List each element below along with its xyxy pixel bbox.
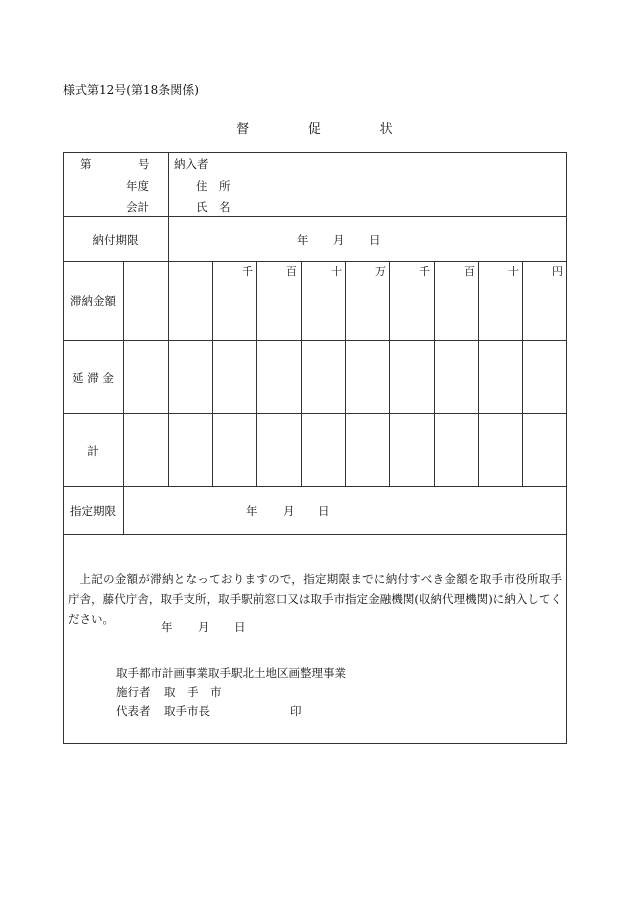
deadline-label: 指定期限	[70, 504, 116, 518]
col-divider-digit-8	[522, 261, 523, 486]
col-divider-amount-1	[168, 261, 169, 486]
deadline-month: 月	[283, 504, 295, 518]
document-title	[0, 118, 630, 137]
row-divider-total	[63, 486, 567, 487]
notice-year: 年	[161, 620, 173, 634]
payer-label: 納入者	[174, 157, 209, 171]
digit-unit-4: 万	[375, 265, 386, 278]
title-char-1: 督	[236, 122, 251, 137]
title-char-3: 状	[379, 122, 394, 137]
col-divider-label	[123, 261, 124, 534]
deadline-year: 年	[246, 504, 258, 518]
header-kaikei: 会計	[126, 200, 149, 214]
representative-label: 代表者	[116, 704, 151, 718]
row-divider-due	[63, 261, 567, 262]
arrears-amount-label: 滞納金額	[70, 294, 116, 308]
col-divider-digit-6	[434, 261, 435, 486]
digit-unit-5: 千	[419, 265, 430, 278]
representative-name: 取手市長	[164, 704, 210, 718]
col-divider-digit-3	[301, 261, 302, 486]
address-label: 住 所	[196, 179, 231, 193]
form-number: 様式第12号(第18条関係)	[63, 83, 199, 97]
row-divider-late-fee	[63, 413, 567, 414]
due-month: 月	[333, 233, 345, 247]
col-divider-header	[168, 152, 169, 261]
title-char-2: 促	[307, 122, 323, 137]
digit-unit-7: 十	[508, 265, 519, 278]
header-nendo: 年度	[126, 179, 149, 193]
col-divider-digit-7	[478, 261, 479, 486]
executor-name: 取 手 市	[164, 685, 222, 699]
header-dai: 第	[80, 157, 92, 171]
col-divider-digit-2	[256, 261, 257, 486]
notice-day: 日	[234, 620, 246, 634]
row-divider-amount	[63, 340, 567, 341]
issuer-project: 取手都市計画事業取手駅北土地区画整理事業	[116, 666, 346, 680]
notice-text	[68, 569, 562, 629]
notice-month: 月	[198, 620, 210, 634]
name-label: 氏 名	[196, 200, 231, 214]
row-divider-deadline	[63, 534, 567, 535]
col-divider-digit-4	[345, 261, 346, 486]
digit-unit-2: 百	[286, 265, 297, 278]
late-fee-label: 延 滞 金	[72, 371, 114, 385]
col-divider-digit-5	[389, 261, 390, 486]
total-label: 計	[87, 444, 99, 458]
col-divider-digit-1	[212, 261, 213, 486]
deadline-day: 日	[318, 504, 330, 518]
header-go: 号	[138, 157, 150, 171]
notice-paragraph: 上記の金額が滞納となっておりますので，指定期限までに納付すべき金額を取手市役所取手庁舎，藤代庁舎，取手支所，取手駅前窓口又は取手市指定金融機関(収納代理機関)に納入してください。	[68, 572, 562, 626]
due-day: 日	[369, 233, 381, 247]
executor-label: 施行者	[116, 685, 151, 699]
digit-unit-6: 百	[464, 265, 475, 278]
row-divider-header	[63, 216, 567, 217]
due-year: 年	[297, 233, 309, 247]
digit-unit-3: 十	[331, 265, 342, 278]
digit-unit-1: 千	[242, 265, 253, 278]
digit-unit-8: 円	[552, 265, 563, 278]
seal-mark: 印	[290, 704, 302, 718]
due-date-label: 納付期限	[92, 233, 139, 247]
